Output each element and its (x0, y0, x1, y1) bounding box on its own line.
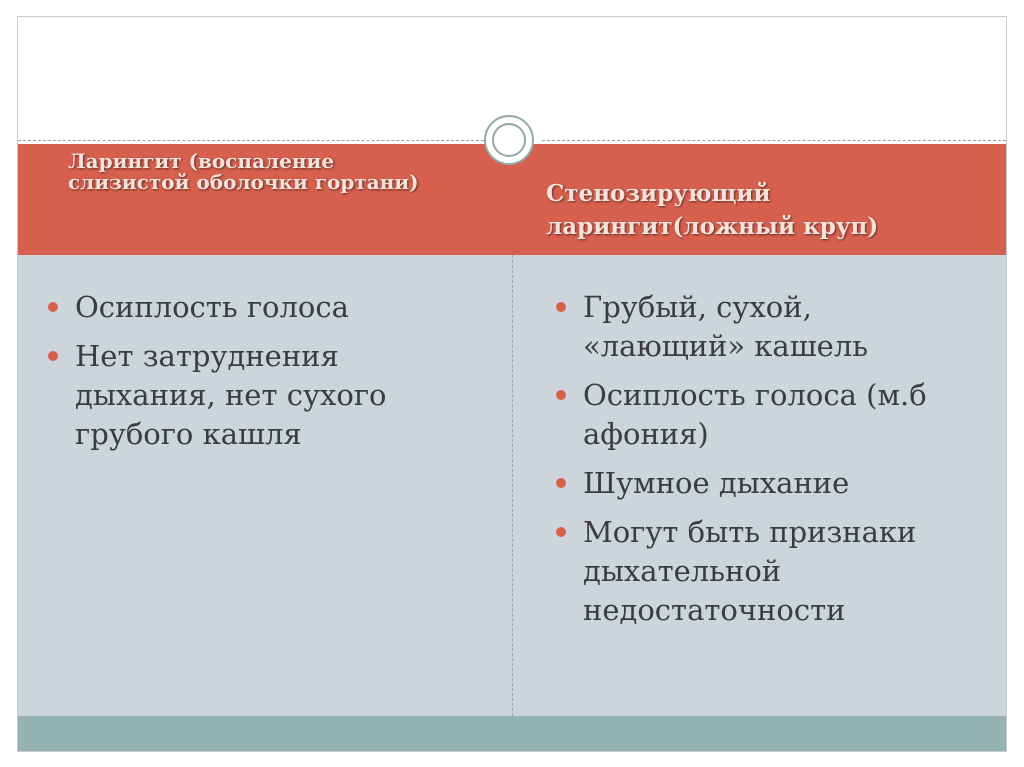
bullet-dot-icon (556, 478, 566, 488)
bullet-dot-icon (556, 302, 566, 312)
list-item (40, 288, 460, 327)
circle-ornament-icon (484, 115, 534, 165)
list-item-text: Осиплость голоса (75, 290, 349, 324)
bullet-dot-icon (556, 390, 566, 400)
list-item (548, 288, 978, 366)
bullet-dot-icon (48, 302, 58, 312)
list-item (548, 513, 978, 630)
bullet-dot-icon (556, 527, 566, 537)
list-item (548, 376, 978, 454)
top-divider-line-right (542, 140, 1006, 141)
list-item-text: Могут быть признаки дыхательной недостаточности (583, 515, 917, 627)
column-divider (512, 255, 513, 716)
list-item-text: Осиплость голоса (м.б афония) (583, 378, 927, 451)
circle-ornament-inner (492, 123, 526, 157)
top-divider-line-left (18, 140, 484, 141)
list-item-text: Грубый, сухой, «лающий» кашель (583, 290, 869, 363)
footer-band (18, 716, 1006, 752)
symptom-list-laryngitis (40, 288, 460, 464)
bullet-dot-icon (48, 351, 58, 361)
list-item (548, 464, 978, 503)
list-item-text: Шумное дыхание (583, 466, 850, 500)
slide (17, 16, 1007, 752)
column-header-laryngitis: Ларингит (воспаление слизистой оболочки гортани) (68, 149, 419, 194)
list-item-text: Нет затруднения дыхания, нет сухого грубого кашля (75, 339, 387, 451)
list-item (40, 337, 460, 454)
column-header-stenosing-laryngitis: Стенозирующий ларингит(ложный круп) (546, 180, 879, 240)
symptom-list-stenosing-laryngitis (548, 288, 978, 640)
